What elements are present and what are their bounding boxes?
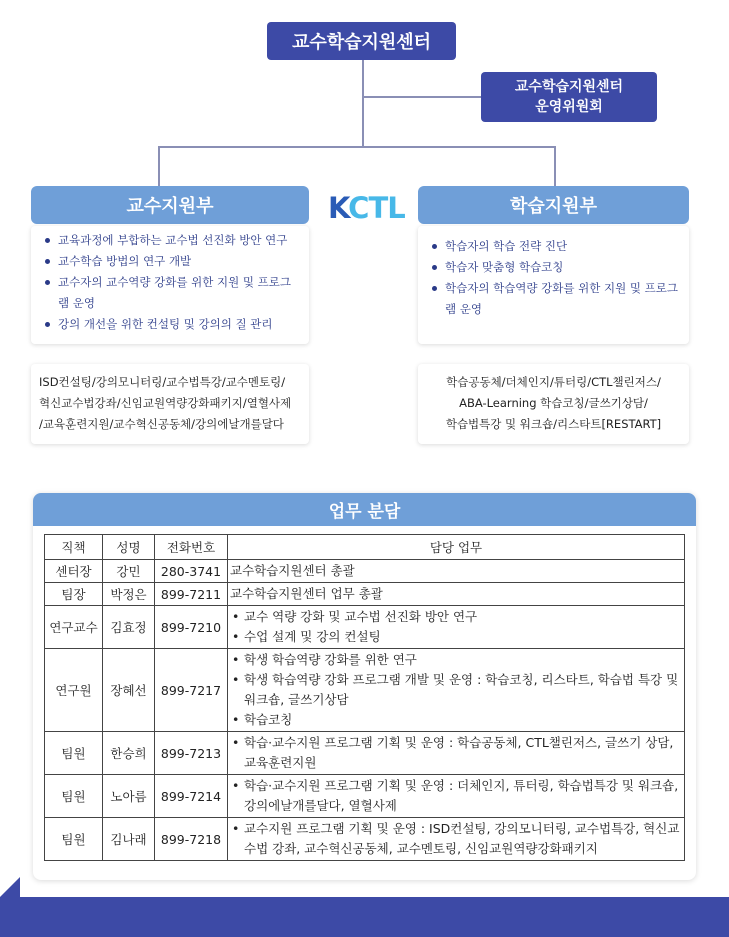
cell-name: 노아름 (103, 775, 155, 818)
duty-title: 업무 분담 (328, 502, 401, 522)
list-item: 학습자의 학습 전략 진단 (428, 236, 679, 257)
list-item: 강의 개선을 위한 컨설팅 및 강의의 질 관리 (41, 314, 299, 335)
cell-position: 팀원 (45, 775, 103, 818)
connector-line (363, 96, 481, 98)
task-line: • 교수지원 프로그램 기획 및 운영 : ISD컨설팅, 강의모니터링, 교수법특강, 혁신교수법 강좌, 교수혁신공동체, 교수멘토링, 신임교원역량강화패키지 (230, 819, 680, 859)
task-line: 교수학습지원센터 업무 총괄 (230, 586, 383, 601)
cell-tasks (228, 583, 685, 606)
program-line: ABA-Learning 학습코칭/글쓰기상담/ (459, 396, 648, 410)
cell-name: 김나래 (103, 818, 155, 861)
committee-line1: 교수학습지원센터 (514, 79, 624, 95)
faculty-dept-list (31, 226, 309, 344)
column-header: 담당 업무 (228, 535, 685, 560)
cell-name: 강민 (103, 560, 155, 583)
committee-box (481, 72, 657, 122)
connector-line (362, 60, 364, 148)
kctl-logo: KCTL (328, 191, 405, 225)
cell-phone: 899-7211 (155, 583, 228, 606)
cell-tasks (228, 775, 685, 818)
duty-section (33, 493, 696, 880)
table-row (45, 775, 685, 818)
cell-name: 장혜선 (103, 649, 155, 732)
faculty-dept-header (31, 186, 309, 224)
program-line: ISD컨설팅/강의모니터링/교수법특강/교수멘토링/ (39, 375, 286, 389)
bottom-band-corner (0, 877, 20, 897)
cell-phone: 899-7214 (155, 775, 228, 818)
center-title: 교수학습지원센터 (291, 32, 432, 53)
cell-position: 팀원 (45, 818, 103, 861)
list-item: 교수자의 교수역량 강화를 위한 지원 및 프로그램 운영 (41, 272, 299, 314)
cell-position: 센터장 (45, 560, 103, 583)
task-line: • 교수 역량 강화 및 교수법 선진화 방안 연구 (230, 607, 680, 627)
program-line: /교육훈련지원/교수혁신공동체/강의에날개를달다 (39, 417, 284, 431)
duty-table (44, 534, 685, 861)
cell-phone: 899-7210 (155, 606, 228, 649)
cell-position: 팀원 (45, 732, 103, 775)
cell-name: 한승희 (103, 732, 155, 775)
table-row (45, 649, 685, 732)
learning-dept-header (418, 186, 689, 224)
column-header: 성명 (103, 535, 155, 560)
task-line: • 학습코칭 (230, 710, 680, 730)
cell-name: 김효정 (103, 606, 155, 649)
cell-tasks (228, 606, 685, 649)
bottom-band (0, 897, 729, 937)
cell-tasks (228, 818, 685, 861)
list-item: 학습자 맞춤형 학습코칭 (428, 257, 679, 278)
cell-tasks (228, 732, 685, 775)
cell-position: 팀장 (45, 583, 103, 606)
task-line: • 학생 학습역량 강화 프로그램 개발 및 운영 : 학습코칭, 리스타트, 학습법 특강 및 워크숍, 글쓰기상담 (230, 670, 680, 710)
committee-line2: 운영위원회 (535, 99, 603, 115)
program-line: 학습법특강 및 워크숍/리스타트[RESTART] (445, 417, 662, 431)
cell-phone: 899-7217 (155, 649, 228, 732)
program-line: 학습공동체/더체인지/튜터링/CTL챌린저스/ (446, 375, 661, 389)
table-header-row (45, 535, 685, 560)
learning-dept-title: 학습지원부 (510, 196, 597, 217)
cell-position: 연구원 (45, 649, 103, 732)
list-item: 학습자의 학습역량 강화를 위한 지원 및 프로그램 운영 (428, 278, 679, 320)
cell-phone: 899-7218 (155, 818, 228, 861)
center-title-box (267, 22, 456, 60)
task-line: 교수학습지원센터 총괄 (230, 563, 355, 578)
table-row (45, 560, 685, 583)
learning-dept-list (418, 226, 689, 344)
cell-phone: 899-7213 (155, 732, 228, 775)
list-item: 교수학습 방법의 연구 개발 (41, 251, 299, 272)
task-line: • 학생 학습역량 강화를 위한 연구 (230, 650, 680, 670)
cell-position: 연구교수 (45, 606, 103, 649)
learning-programs (418, 364, 689, 444)
faculty-dept-title: 교수지원부 (126, 196, 214, 217)
table-row (45, 583, 685, 606)
duty-header (33, 493, 696, 526)
cell-tasks (228, 560, 685, 583)
faculty-programs (31, 364, 309, 444)
program-line: 혁신교수법강좌/신임교원역량강화패키지/열혈사제 (39, 396, 292, 410)
cell-phone: 280-3741 (155, 560, 228, 583)
table-row (45, 732, 685, 775)
connector-line (158, 146, 556, 148)
column-header: 전화번호 (155, 535, 228, 560)
connector-line (554, 146, 556, 186)
cell-name: 박정은 (103, 583, 155, 606)
table-row (45, 606, 685, 649)
task-line: • 학습·교수지원 프로그램 기획 및 운영 : 학습공동체, CTL챌린저스, 글쓰기 상담, 교육훈련지원 (230, 733, 680, 773)
table-row (45, 818, 685, 861)
connector-line (158, 146, 160, 186)
cell-tasks (228, 649, 685, 732)
list-item: 교육과정에 부합하는 교수법 선진화 방안 연구 (41, 230, 299, 251)
task-line: • 수업 설계 및 강의 컨설팅 (230, 627, 680, 647)
task-line: • 학습·교수지원 프로그램 기획 및 운영 : 더체인지, 튜터링, 학습법특강 및 워크숍, 강의에날개를달다, 열혈사제 (230, 776, 680, 816)
column-header: 직책 (45, 535, 103, 560)
